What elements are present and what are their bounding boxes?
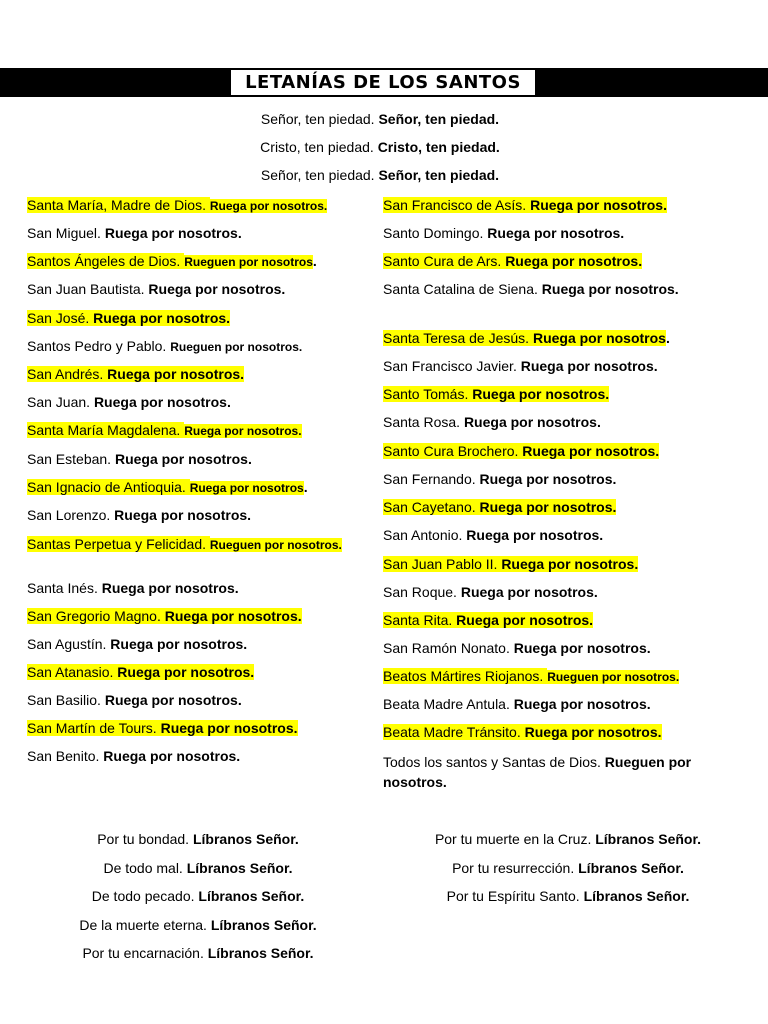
kyrie-response: Señor, ten piedad.: [378, 167, 500, 183]
litany-row: [383, 223, 624, 243]
kyrie-response: Cristo, ten piedad.: [377, 139, 500, 155]
saint-name: Santa Catalina de Siena.: [383, 281, 542, 297]
saint-name: Santo Cura de Ars.: [383, 253, 506, 269]
closing-line: [38, 888, 358, 904]
closing-invocation: De la muerte eterna.: [79, 916, 211, 933]
litany-row: [27, 223, 242, 243]
saint-name: Santa Rita.: [383, 612, 457, 628]
litany-row: [383, 441, 659, 461]
litany-response: Ruega por nosotros.: [114, 451, 252, 467]
saint-name: San Agustín.: [27, 636, 111, 652]
litany-row: [27, 690, 242, 710]
litany-response: Ruega por nosotros.: [104, 692, 242, 708]
litany-row: [383, 279, 713, 299]
litany-row: [383, 638, 651, 658]
closing-response: Líbranos Señor.: [186, 859, 293, 876]
saint-name: San Francisco de Asís.: [383, 197, 531, 213]
saint-name: San Juan Pablo II.: [383, 556, 502, 572]
litany-response: Ruega por nosotros.: [501, 556, 639, 572]
closing-response: Líbranos Señor.: [583, 888, 690, 904]
litany-row: [27, 477, 308, 498]
saint-name: San Benito.: [27, 748, 104, 764]
closing-invocation: Por tu encarnación.: [82, 945, 208, 961]
closing-line: [38, 860, 358, 876]
saint-name: Santa Teresa de Jesús.: [383, 330, 533, 346]
litany-row: [27, 364, 244, 384]
kyrie-response: Señor, ten piedad.: [378, 111, 500, 127]
saint-name: San José.: [27, 310, 94, 326]
litany-response: Ruega por nosotros.: [456, 612, 594, 628]
litany-row: [27, 279, 285, 299]
litany-response: Ruega por nosotros.: [487, 225, 625, 241]
litany-response: Ruega por nosotros.: [472, 386, 610, 402]
litany-row: [383, 412, 601, 432]
litany-row: [383, 356, 658, 376]
saint-name: San Lorenzo.: [27, 507, 115, 523]
litany-row: [27, 534, 357, 555]
saint-name: San Francisco Javier.: [383, 358, 521, 374]
closing-line: [408, 831, 728, 847]
litany-response: Ruega por nosotros.: [148, 281, 286, 297]
litany-row: [383, 610, 593, 630]
saint-name: San Roque.: [383, 584, 461, 600]
saint-name: San Fernando.: [383, 471, 480, 487]
closing-response: Líbranos Señor.: [198, 888, 305, 904]
saint-name: Santo Tomás.: [383, 386, 473, 402]
saint-name: San Esteban.: [27, 451, 115, 467]
litany-response: Ruega por nosotros.: [209, 199, 328, 213]
litany-response: Ruega por nosotros.: [104, 225, 242, 241]
kyrie-line: [200, 139, 560, 155]
litany-row: [27, 606, 302, 626]
litany-response: Ruega por nosotros.: [184, 424, 302, 438]
kyrie-line: [200, 111, 560, 127]
saint-name: Santa María, Madre de Dios.: [27, 197, 210, 213]
litany-response: Ruega por nosotros.: [93, 394, 231, 410]
saint-name: Santos Ángeles de Dios.: [27, 253, 185, 269]
litany-row: [383, 195, 667, 215]
litany-response: Ruega por nosotros.: [103, 748, 241, 764]
saint-name: Beata Madre Antula.: [383, 696, 514, 712]
litany-row: [27, 449, 252, 469]
closing-invocation: Por tu Espíritu Santo.: [446, 888, 584, 904]
litany-row: [27, 308, 230, 328]
saint-name: San Antonio.: [383, 527, 467, 543]
litany-response: Ruega por nosotros.: [513, 640, 651, 656]
closing-invocation: De todo mal.: [103, 859, 187, 876]
litany-response: Ruega por nosotros.: [160, 720, 298, 736]
saint-name: San Ignacio de Antioquia.: [27, 479, 190, 495]
litany-row: [27, 718, 298, 738]
closing-invocation: Por tu bondad.: [97, 831, 193, 847]
saint-name: Santo Cura Brochero.: [383, 443, 523, 459]
litany-response: Ruega por nosotros.: [463, 414, 601, 430]
saint-name: San Basilio.: [27, 692, 105, 708]
litany-row: [27, 336, 302, 357]
closing-response: Líbranos Señor.: [192, 831, 299, 847]
litany-response: Ruega por nosotros.: [522, 443, 660, 459]
page-title: LETANÍAS DE LOS SANTOS: [245, 72, 521, 93]
saint-name: Beata Madre Tránsito.: [383, 724, 525, 740]
litany-response: Rueguen por nosotros: [184, 255, 313, 269]
closing-invocation: De todo pecado.: [91, 888, 199, 904]
litany-row: [383, 694, 651, 714]
litany-response: Ruega por nosotros.: [541, 281, 679, 297]
litany-response: Ruega por nosotros.: [524, 724, 662, 740]
litany-response: Ruega por nosotros.: [505, 253, 643, 269]
litany-response: Ruega por nosotros.: [117, 664, 255, 680]
litany-row: [383, 497, 616, 517]
litany-response: Ruega por nosotros.: [164, 608, 302, 624]
litany-response: Ruega por nosotros.: [520, 358, 658, 374]
closing-response: Líbranos Señor.: [578, 859, 684, 876]
response-suffix: .: [303, 479, 308, 495]
litany-row: [383, 554, 638, 574]
litany-response: Ruega por nosotros.: [107, 366, 245, 382]
saint-name: Santo Domingo.: [383, 225, 488, 241]
litany-row: [27, 392, 231, 412]
saint-name: San Gregorio Magno.: [27, 608, 165, 624]
litany-row: [383, 752, 713, 792]
litany-response: Ruega por nosotros.: [101, 580, 239, 596]
saint-name: Santos Pedro y Pablo.: [27, 338, 171, 354]
saint-name: San Juan.: [27, 394, 94, 410]
saint-name: Santas Perpetua y Felicidad.: [27, 536, 210, 552]
closing-response: Líbranos Señor.: [207, 945, 314, 961]
closing-response: Líbranos Señor.: [595, 831, 702, 847]
litany-response: Ruega por nosotros.: [513, 696, 651, 712]
kyrie-line: [200, 167, 560, 183]
litany-row: [383, 582, 598, 602]
saint-name: Santa María Magdalena.: [27, 422, 185, 438]
title-box: [229, 68, 537, 97]
saint-name: San Ramón Nonato.: [383, 640, 514, 656]
litany-response: Ruega por nosotros.: [530, 197, 667, 213]
saint-name: San Andrés.: [27, 366, 108, 382]
saint-name: Todos los santos y Santas de Dios.: [383, 754, 605, 770]
litany-row: [383, 722, 662, 742]
litany-row: [383, 251, 642, 271]
saint-name: Santa Inés.: [27, 580, 102, 596]
kyrie-invocation: Señor, ten piedad.: [260, 167, 379, 183]
litany-response: Rueguen por nosotros.: [170, 340, 303, 354]
litany-row: [383, 525, 603, 545]
kyrie-invocation: Cristo, ten piedad.: [260, 139, 378, 155]
litany-response: Ruega por nosotros.: [110, 636, 248, 652]
litany-row: [27, 634, 247, 654]
response-suffix: .: [665, 330, 670, 346]
litany-row: [27, 420, 302, 441]
litany-row: [27, 195, 327, 216]
saint-name: San Atanasio.: [27, 664, 118, 680]
litany-response: Ruega por nosotros.: [93, 310, 231, 326]
litany-response: Ruega por nosotros: [189, 481, 304, 495]
litany-row: [383, 666, 679, 687]
closing-line: [38, 831, 358, 847]
litany-row: [383, 328, 670, 348]
litany-response: Ruega por nosotros.: [466, 527, 604, 543]
closing-response: Líbranos Señor.: [210, 916, 317, 933]
response-suffix: .: [312, 253, 317, 269]
litany-response: Ruega por nosotros.: [114, 507, 252, 523]
saint-name: San Martín de Tours.: [27, 720, 161, 736]
litany-response: Ruega por nosotros: [532, 330, 666, 346]
litany-response: Ruega por nosotros.: [460, 584, 598, 600]
saint-name: San Miguel.: [27, 225, 105, 241]
saint-name: Beatos Mártires Riojanos.: [383, 668, 548, 684]
litany-row: [27, 505, 251, 525]
saint-name: San Cayetano.: [383, 499, 480, 515]
closing-line: [408, 888, 728, 904]
litany-response: Ruega por nosotros.: [479, 471, 617, 487]
litany-row: [27, 746, 240, 766]
saint-name: San Juan Bautista.: [27, 281, 149, 297]
litany-response: Rueguen por nosotros.: [547, 670, 680, 684]
litany-row: [27, 578, 239, 598]
litany-row: [27, 251, 317, 272]
litany-response: Rueguen por nosotros.: [209, 538, 342, 552]
litany-response: Rueguen por nosotros.: [383, 754, 692, 790]
kyrie-invocation: Señor, ten piedad.: [260, 111, 379, 127]
closing-line: [408, 860, 728, 876]
closing-line: [38, 945, 358, 961]
saint-name: Santa Rosa.: [383, 414, 464, 430]
closing-invocation: Por tu resurrección.: [452, 859, 579, 876]
litany-row: [383, 469, 616, 489]
litany-response: Ruega por nosotros.: [479, 499, 617, 515]
litany-row: [27, 662, 254, 682]
litany-row: [383, 384, 609, 404]
closing-invocation: Por tu muerte en la Cruz.: [434, 831, 596, 847]
closing-line: [38, 917, 358, 933]
